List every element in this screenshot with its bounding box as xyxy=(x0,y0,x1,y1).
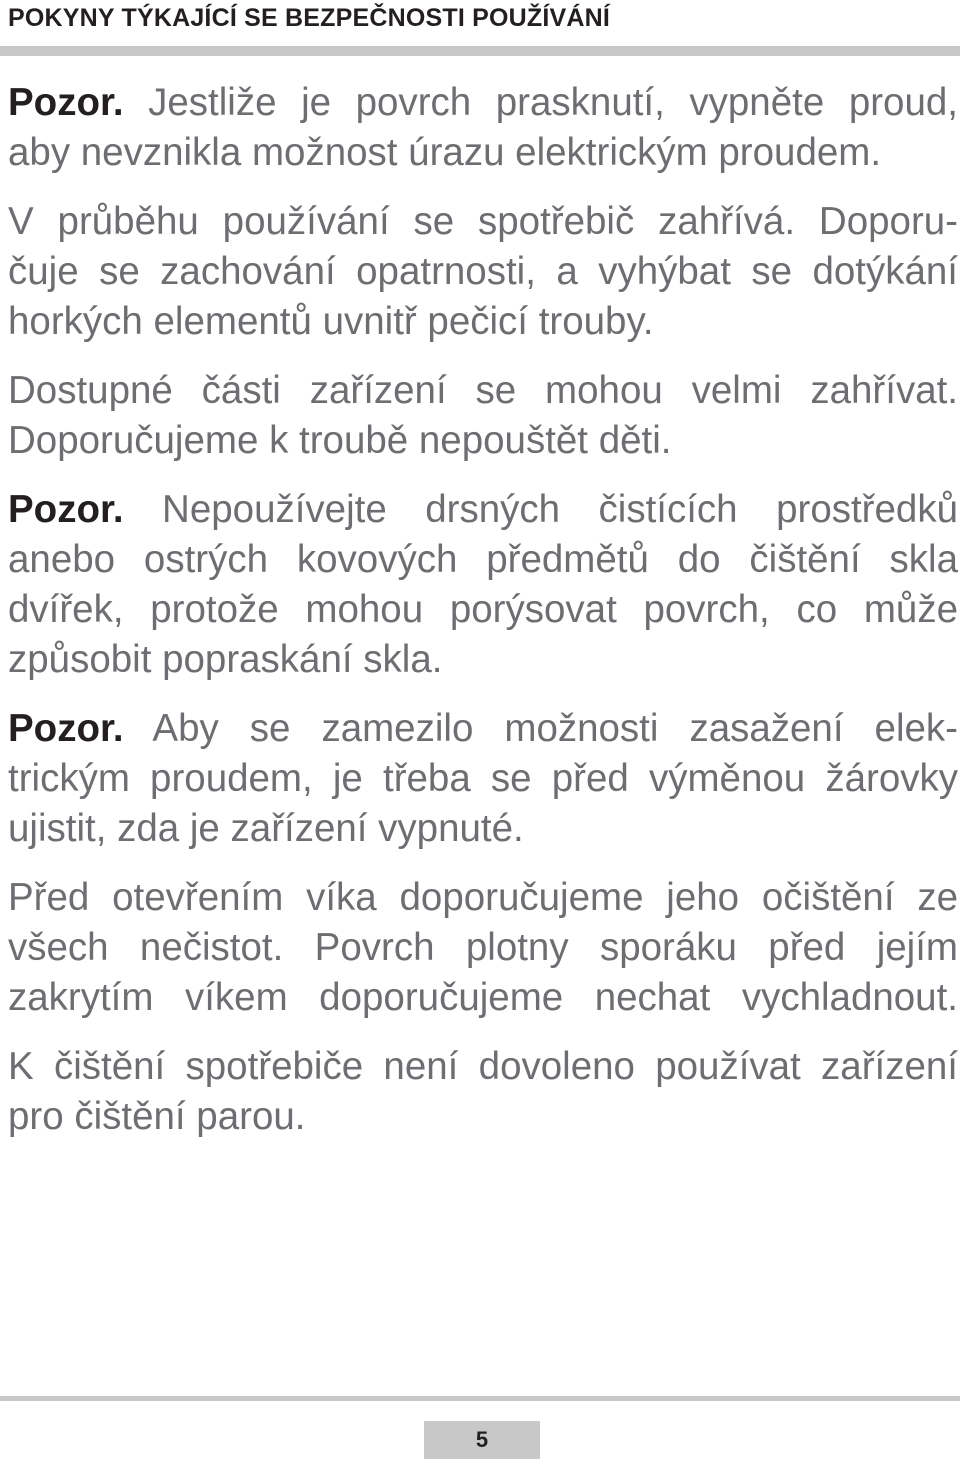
warning-paragraph-bulb xyxy=(8,704,958,854)
text-line: dvířek, protože mohou porýsovat povrch, co může xyxy=(8,588,958,631)
warning-lead: Pozor. xyxy=(8,488,124,531)
text-line: Pozor. Jestliže je povrch prasknutí, vypněte proud, xyxy=(8,81,958,124)
warning-paragraph-cleaning xyxy=(8,485,958,685)
header-divider xyxy=(0,46,960,56)
warning-lead: Pozor. xyxy=(8,707,124,750)
text-line: čuje se zachování opatrnosti, a vyhýbat se dotýkání xyxy=(8,250,958,293)
paragraph-steam-cleaning xyxy=(8,1042,958,1142)
text-line: aby nevznikla možnost úrazu elektrickým proudem. xyxy=(8,131,882,174)
paragraph-lid xyxy=(8,873,958,1023)
text-line: horkých elementů uvnitř pečicí trouby. xyxy=(8,300,654,343)
paragraph-children xyxy=(8,366,958,466)
paragraph-heating xyxy=(8,197,958,347)
text-line: způsobit popraskání skla. xyxy=(8,638,443,681)
text-line: Doporučujeme k troubě nepouštět děti. xyxy=(8,419,672,462)
text-line: všech nečistot. Povrch plotny sporáku před jejím xyxy=(8,926,958,969)
page-number: 5 xyxy=(424,1421,540,1459)
text-line: trickým proudem, je třeba se před výměnou žárovky xyxy=(8,757,958,800)
page-header-title: POKYNY TÝKAJÍCÍ SE BEZPEČNOSTI POUŽÍVÁNÍ xyxy=(8,4,611,32)
text-line: ujistit, zda je zařízení vypnuté. xyxy=(8,807,524,850)
footer-divider xyxy=(0,1396,960,1401)
text-line: Před otevřením víka doporučujeme jeho očištění ze xyxy=(8,876,958,919)
text-line: K čištění spotřebiče není dovoleno používat zařízení xyxy=(8,1045,958,1088)
warning-paragraph-crack xyxy=(8,78,958,178)
text-line: Dostupné části zařízení se mohou velmi zahřívat. xyxy=(8,369,958,412)
text-line: pro čištění parou. xyxy=(8,1095,306,1138)
text-line: V průběhu používání se spotřebič zahřívá. Doporu- xyxy=(8,200,958,243)
warning-lead: Pozor. xyxy=(8,81,124,124)
text-line: anebo ostrých kovových předmětů do čištění skla xyxy=(8,538,958,581)
text-line: Pozor. Nepoužívejte drsných čistících prostředků xyxy=(8,488,958,531)
document-body xyxy=(8,78,958,1161)
text-line: Pozor. Aby se zamezilo možnosti zasažení elek- xyxy=(8,707,958,750)
text-line: zakrytím víkem doporučujeme nechat vychladnout. xyxy=(8,976,958,1019)
